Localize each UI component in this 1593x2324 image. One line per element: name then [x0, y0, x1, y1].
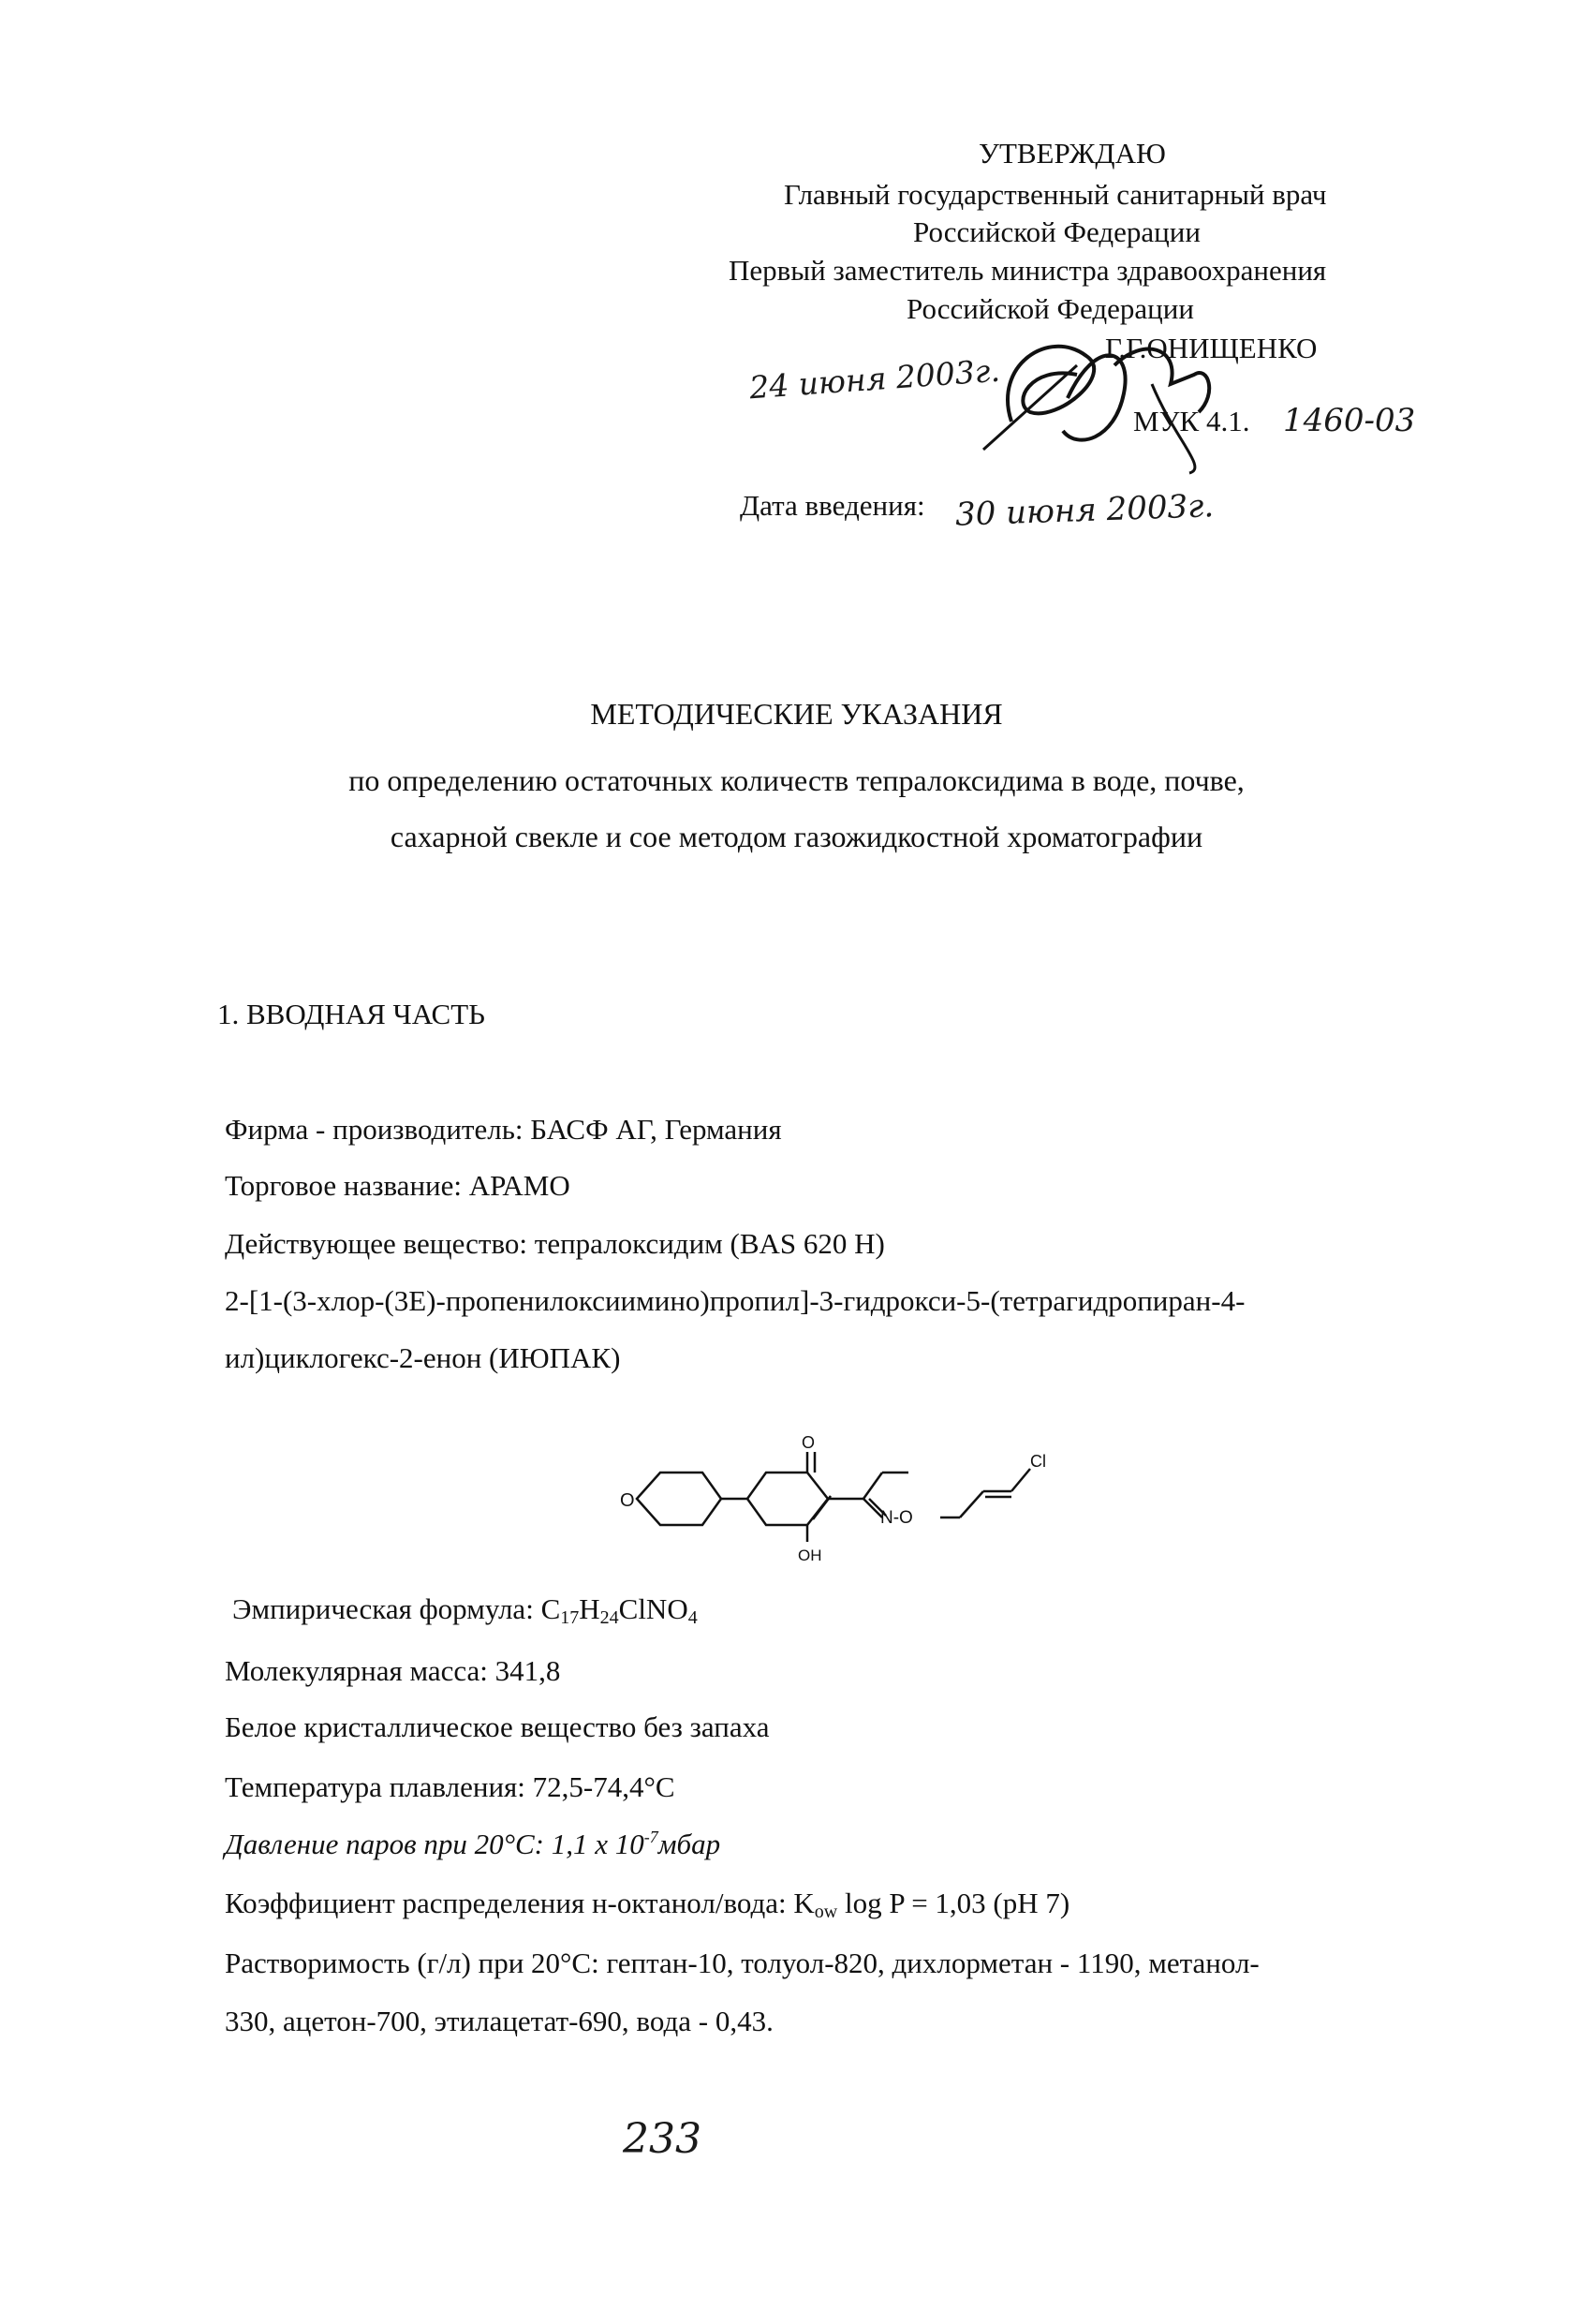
keto-oxygen-label: O [802, 1433, 816, 1452]
muk-prefix: МУК 4.1. [1133, 405, 1250, 437]
active-substance: Действующее вещество: тепралоксидим (BAS 620 H) [225, 1227, 885, 1260]
vapor-pressure: Давление паров при 20°С: 1,1 х $10^{-7}мбар$ [225, 1828, 721, 1860]
muk-number-handwritten: 1460-03 [1283, 402, 1416, 439]
section-heading: 1. ВВОДНАЯ ЧАСТЬ [217, 998, 485, 1030]
approval-country: Российской Федерации [913, 215, 1201, 248]
oxime-label: N-O [880, 1508, 913, 1528]
document-subtitle-1: по определению остаточных количеств тепралоксидима в воде, почве, [348, 763, 1245, 797]
intro-date-label: Дата введения: [740, 489, 925, 522]
document-subtitle-2: сахарной свекле и сое методом газожидкостной хроматографии [390, 820, 1203, 853]
solubility-2: 330, ацетон-700, этилацетат-690, вода - 0,43. [225, 2005, 774, 2037]
partition-coefficient: Коэффициент распределения н-октанол/вода: $K_{ow}$ log P = 1,03 (pH 7) [225, 1887, 1070, 1922]
approver-name: Г.Г.ОНИЩЕНКО [1105, 332, 1318, 364]
melting-point: Температура плавления: 72,5-74,4°С [225, 1770, 675, 1803]
iupac-name-1: 2-[1-(3-хлор-(3Е)-пропенилоксиимино)пропил]-3-гидрокси-5-(тетрагидропиран-4- [225, 1284, 1246, 1317]
approval-date-handwritten: 24 июня 2003г. [747, 351, 1002, 407]
iupac-name-2: ил)циклогекс-2-енон (ИЮПАК) [225, 1341, 621, 1374]
trade-name: Торговое название: АРАМО [225, 1169, 570, 1202]
chlorine-label: Cl [1030, 1452, 1046, 1471]
signature [974, 309, 1246, 478]
approval-heading: УТВЕРЖДАЮ [979, 137, 1166, 170]
molar-mass: Молекулярная масса: 341,8 [225, 1654, 561, 1687]
approval-country-2: Российской Федерации [907, 292, 1194, 325]
empirical-formula: Эмпирическая формула: $C_{17}H_{24}ClNO_4$ [232, 1592, 698, 1628]
manufacturer: Фирма - производитель: БАСФ АГ, Германия [225, 1113, 782, 1146]
page-number: 233 [623, 2115, 701, 2163]
approval-position-2: Первый заместитель министра здравоохранения [729, 254, 1327, 287]
solubility-1: Растворимость (г/л) при 20°С: гептан-10, толуол-820, дихлорметан - 1190, метанол- [225, 1947, 1260, 1979]
document-title: МЕТОДИЧЕСКИЕ УКАЗАНИЯ [590, 697, 1003, 731]
intro-date-handwritten: 30 июня 2003г. [954, 487, 1215, 534]
chemical-structure [599, 1424, 1086, 1574]
ring-oxygen-label: O [620, 1490, 635, 1511]
approval-position: Главный государственный санитарный врач [784, 178, 1327, 211]
hydroxyl-label: OH [798, 1547, 822, 1564]
appearance: Белое кристаллическое вещество без запаха [225, 1710, 770, 1743]
